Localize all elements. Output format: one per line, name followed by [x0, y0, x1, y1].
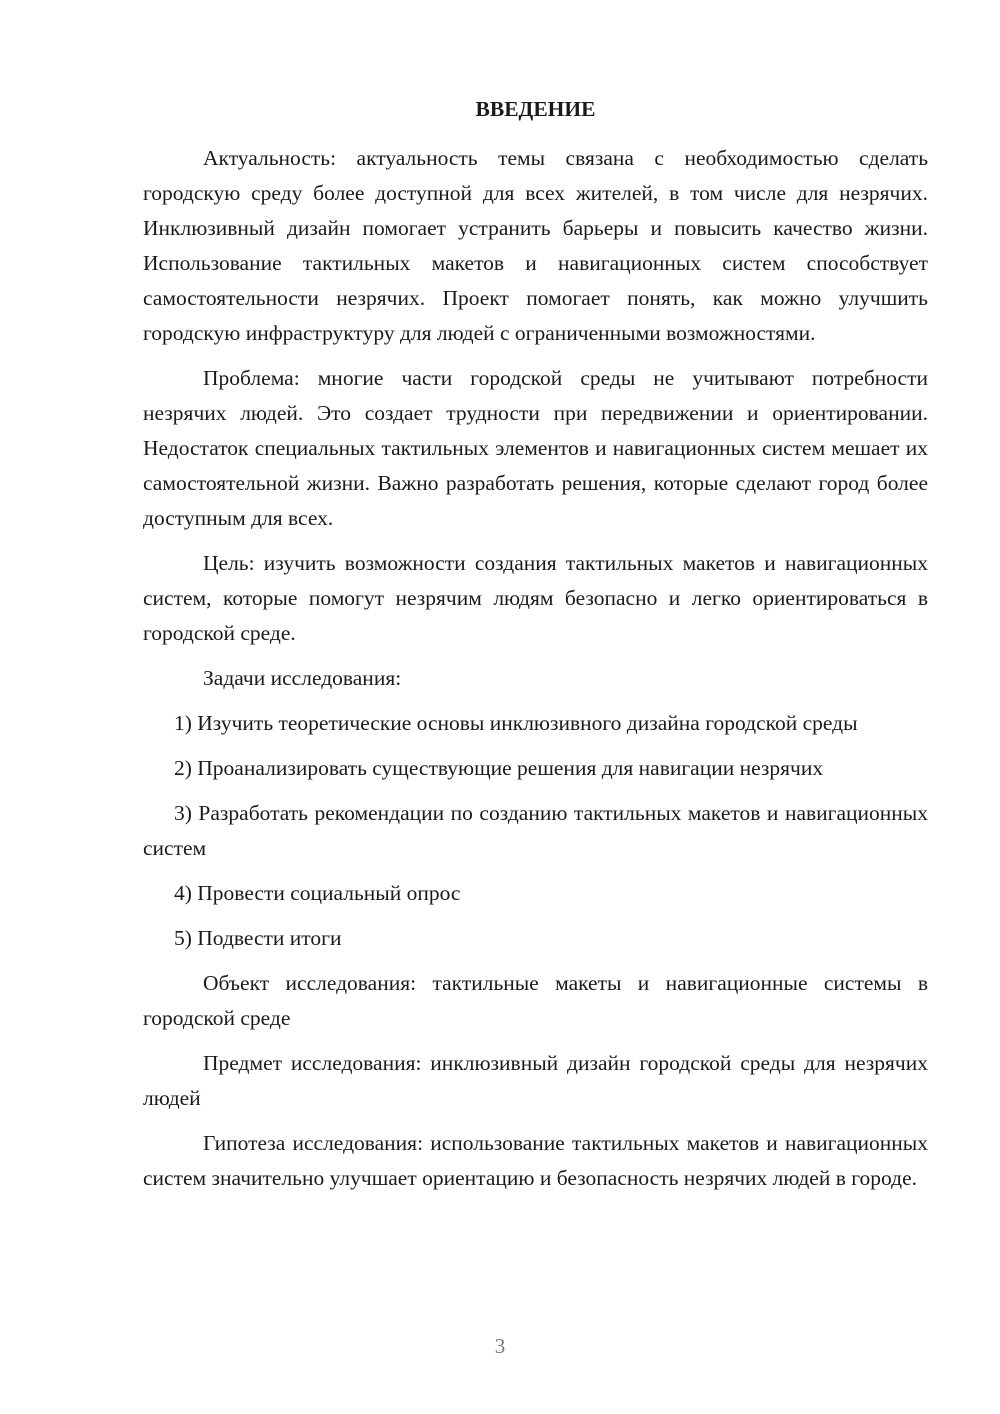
paragraph-object: Объект исследования: тактильные макеты и навигационные системы в городской среде	[143, 971, 928, 1030]
paragraph-problem: Проблема: многие части городской среды не учитывают потребности незрячих людей. Это создает трудности при передвижении и ориентировании. Недостаток специальных тактильных элементов и навигационных систем мешает их самостоятельной жизни. Важно разработать решения, которые сделают город более доступным для всех.	[143, 366, 928, 530]
paragraph-subject: Предмет исследования: инклюзивный дизайн городской среды для незрячих людей	[143, 1051, 928, 1110]
task-item-3: 3) Разработать рекомендации по созданию тактильных макетов и навигационных систем	[143, 801, 928, 860]
paragraph-hypothesis: Гипотеза исследования: использование тактильных макетов и навигационных систем значительно улучшает ориентацию и безопасность незрячих людей в городе.	[143, 1131, 928, 1190]
task-item-4: 4) Провести социальный опрос	[174, 881, 461, 905]
task-item-2: 2) Проанализировать существующие решения для навигации незрячих	[174, 756, 824, 780]
paragraph-goal: Цель: изучить возможности создания тактильных макетов и навигационных систем, которые помогут незрячим людям безопасно и легко ориентироваться в городской среде.	[143, 551, 928, 645]
tasks-heading: Задачи исследования:	[203, 666, 402, 690]
page-number: 3	[494, 1334, 506, 1358]
page-title: ВВЕДЕНИЕ	[475, 97, 596, 121]
paragraph-relevance: Актуальность: актуальность темы связана с необходимостью сделать городскую среду более доступной для всех жителей, в том числе для незрячих. Инклюзивный дизайн помогает устранить барьеры и повысить качество жизни. Использование тактильных макетов и навигационных систем способствует самостоятельности незрячих. Проект помогает понять, как можно улучшить городскую инфраструктуру для людей с ограниченными возможностями.	[143, 146, 928, 345]
document-page	[143, 92, 928, 1206]
task-item-1: 1) Изучить теоретические основы инклюзивного дизайна городской среды	[174, 711, 858, 735]
task-item-5: 5) Подвести итоги	[174, 926, 342, 950]
